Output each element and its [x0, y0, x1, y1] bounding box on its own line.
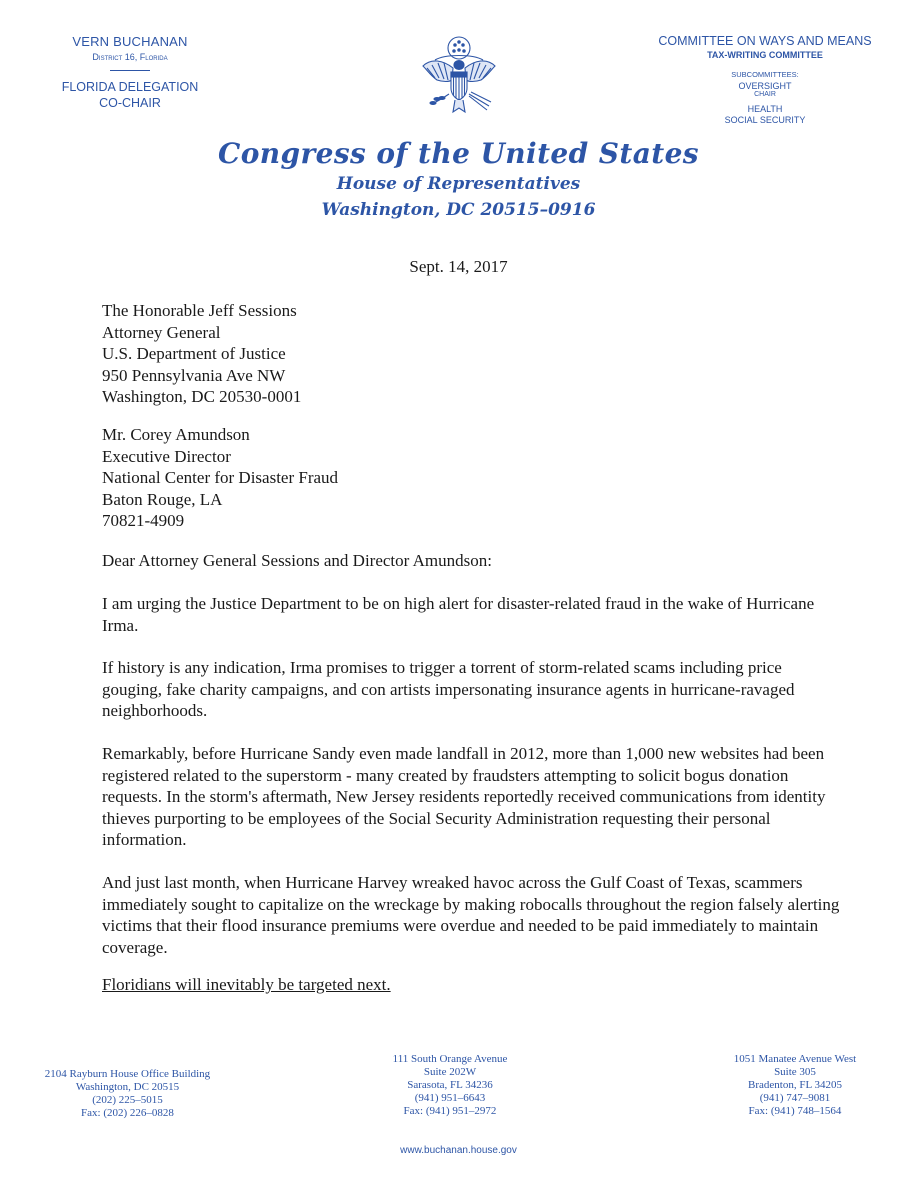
subcommittees-label: SUBCOMMITTEES: [731, 70, 799, 79]
body-paragraph-3 [102, 743, 842, 851]
committee-subtitle: TAX-WRITING COMMITTEE [707, 50, 823, 60]
divider [110, 70, 150, 71]
recipient-address-2 [102, 424, 338, 532]
office-line: (941) 951–6643 [414, 1092, 486, 1104]
salutation: Dear Attorney General Sessions and Director Amundson: [102, 551, 492, 570]
body-paragraph-2 [102, 657, 842, 722]
office-line: Bradenton, FL 34205 [748, 1079, 842, 1091]
subcommittee-social-security: SOCIAL SECURITY [724, 115, 806, 125]
recipient-line: Attorney General [102, 322, 221, 342]
great-seal-eagle-icon [405, 32, 513, 122]
office-line: Suite 202W [423, 1066, 477, 1078]
subcommittee-oversight: OVERSIGHT [738, 81, 792, 91]
office-line: Sarasota, FL 34236 [407, 1079, 493, 1091]
office-line: (941) 747–9081 [759, 1092, 831, 1104]
office-line: 1051 Manatee Avenue West [733, 1053, 857, 1065]
member-district: District 16, Florida [92, 52, 168, 62]
paragraph-text: I am urging the Justice Department to be on high alert for disaster-related fraud in the wake of Hurricane Irma. [102, 594, 815, 635]
footer-office-sarasota [345, 1053, 555, 1118]
recipient-line: Washington, DC 20530-0001 [102, 387, 302, 406]
delegation-role-line2: CO-CHAIR [99, 96, 161, 110]
recipient-line: Mr. Corey Amundson [102, 425, 250, 444]
office-line: Washington, DC 20515 [75, 1081, 180, 1093]
office-line: 2104 Rayburn House Office Building [44, 1068, 211, 1080]
office-line: Fax: (202) 226–0828 [81, 1107, 174, 1119]
office-line: Fax: (941) 951–2972 [403, 1105, 497, 1117]
paragraph-text: And just last month, when Hurricane Harvey wreaked havoc across the Gulf Coast of Texas, scammers immediately sought to capitalize on the wreckage by making robocalls throughout the region falsely alerting victims that their flood insurance premiums were overdue and needed to be paid immediately to maintain coverage. [102, 873, 840, 957]
subcommittee-oversight-chair: CHAIR [754, 91, 776, 98]
recipient-line: The Honorable Jeff Sessions [102, 301, 297, 320]
heading-house: House of Representatives [336, 174, 581, 194]
office-line: Fax: (941) 748–1564 [748, 1105, 842, 1117]
paragraph-text: Remarkably, before Hurricane Sandy even made landfall in 2012, more than 1,000 new websites had been registered related to the superstorm - many created by fraudsters attempting to solicit bogus donation requests. In the storm's aftermath, New Jersey residents reportedly received communications from identity thieves purporting to be employees of the Social Security Administration requesting their personal information. [102, 744, 826, 849]
footer-office-bradenton [690, 1053, 900, 1118]
member-name: VERN BUCHANAN [72, 34, 188, 49]
office-line: Suite 305 [774, 1066, 816, 1078]
letter-date: Sept. 14, 2017 [409, 257, 508, 276]
heading-congress: Congress of the United States [218, 137, 699, 170]
committee-info [640, 34, 890, 125]
committee-name: COMMITTEE ON WAYS AND MEANS [658, 34, 872, 48]
subcommittee-health: HEALTH [747, 104, 783, 114]
recipient-line: 70821-4909 [102, 511, 185, 530]
office-line: (202) 225–5015 [92, 1094, 163, 1106]
recipient-line: Baton Rouge, LA [102, 489, 223, 509]
paragraph-text: If history is any indication, Irma promises to trigger a torrent of storm-related scams including price gouging, fake charity campaigns, and con artists impersonating insurance agents in hurricane-ravaged neighborhoods. [102, 658, 795, 720]
recipient-line: 950 Pennsylvania Ave NW [102, 365, 286, 385]
recipient-address-1 [102, 300, 301, 408]
recipient-line: Executive Director [102, 446, 231, 466]
letterhead-heading [0, 137, 917, 220]
body-paragraph-1 [102, 593, 842, 636]
website-link[interactable]: www.buchanan.house.gov [400, 1145, 517, 1156]
recipient-line: National Center for Disaster Fraud [102, 468, 339, 487]
recipient-line: U.S. Department of Justice [102, 344, 286, 363]
body-paragraph-4 [102, 872, 842, 958]
member-info [30, 34, 230, 111]
footer-office-washington [20, 1068, 235, 1120]
heading-address: Washington, DC 20515–0916 [321, 200, 596, 220]
office-line: 111 South Orange Avenue [392, 1053, 508, 1065]
closing-line: Floridians will inevitably be targeted next. [102, 975, 391, 994]
delegation-role-line1: FLORIDA DELEGATION [61, 80, 199, 94]
